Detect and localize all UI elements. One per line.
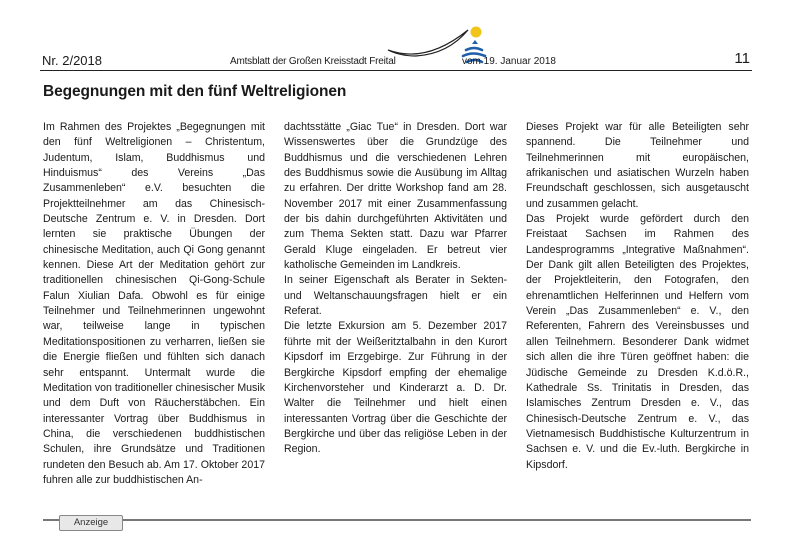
issue-date: vom 19. Januar 2018 [462, 56, 556, 67]
advertisement-label: Anzeige [59, 515, 123, 531]
article-title: Begegnungen mit den fünf Weltreligionen [43, 83, 347, 100]
column-1-paragraph: Im Rahmen des Projektes „Begegnungen mit den fünf Weltreligionen – Christentum, Judentum, Islam, Buddhismus und Hinduismus“ des Vereins „Das Zusammenleben“ e.V. besuchten die Projektteilnehmer am das Chinesisch-Deutsche Zentrum e. V. in Dresden. Dort lernten sie praktische Übungen der chinesische Meditation, auch Qi Gong genannt kennen. Diese Art der Meditation gehört zur traditionellen chinesischen Qi-Gong-Schule Falun Xiulian Dafa. Obwohl es für einige Teilnehmer und Teilnehmerinnen ungewohnt war, teilweise lange in typischen Meditationspositionen zu verharren, ließen sie die Energie fließen und fühlten sich danach sehr entspannt. Untermalt wurde die Meditation von traditioneller chinesischer Musik und dem Duft von Räucherstäbchen. Ein interessanter Vortrag über Buddhismus in China, die verschiedenen buddhistischen Schulen, ihre Grundsätze und Traditionen rundeten den Besuch ab. Am 17. Oktober 2017 fuhren alle zur buddhistischen An- [43, 121, 265, 486]
issue-number: Nr. 2/2018 [42, 53, 102, 68]
page-number: 11 [734, 50, 750, 67]
footer-rule [43, 519, 751, 521]
column-2-paragraph-1: dachtsstätte „Giac Tue“ in Dresden. Dort war Wissenswertes über die Grundzüge des Buddhismus und die verschiedenen Lehren des Buddhismus sowie die Ausübung im Alltag zu erfahren. Der dritte Workshop fand am 28. November 2017 mit einer Zusammenfassung der bis dahin durchgeführten Aktivitäten und zum Thema Sekten statt. Dazu war Pfarrer Gerald Kluge eingeladen. Er betreut vier katholische Gemeinden im Landkreis. [284, 121, 507, 272]
article-column-3 [526, 120, 749, 473]
publication-name: Amtsblatt der Großen Kreisstadt Freital [230, 56, 396, 67]
column-2-paragraph-3: Die letzte Exkursion am 5. Dezember 2017 führte mit der Weißeritztalbahn in den Kurort Kipsdorf im Erzgebirge. Zur Führung in der Bergkirche Kipsdorf empfing der ehemalige Kirchenvorsteher und Kinderarzt a. D. Dr. Walter die Teilnehmer und hielt einen interessanten Vortrag über die Geschichte der Bergkirche und über das religiöse Leben in der Region. [284, 320, 507, 456]
column-2-paragraph-2: In seiner Eigenschaft als Berater in Sekten- und Weltanschauungsfragen hielt er ein Referat. [284, 274, 507, 318]
header-rule [40, 70, 752, 71]
article-column-2 [284, 120, 507, 458]
column-3-paragraph-2: Das Projekt wurde gefördert durch den Freistaat Sachsen im Rahmen des Landesprogramms „Integrative Maßnahmen“. Der Dank gilt allen Beteiligten des Projektes, der Projektleiterin, den Fotografen, den ehrenamtlichen Helferinnen und Helfern vom Verein „Das Zusammenleben“ e. V., den Referenten, Fahrern des Vereinsbusses und allen Teilnehmern. Besonderer Dank widmet sich allen die ihre Türen geöffnet haben: die Jüdische Gemeinde zu Dresden K.d.ö.R., Kathedrale Ss. Trinitatis in Dresden, das Islamisches Zentrum Dresden e. V., das Chinesisch-Deutsche Zentrum e. V., das Vietnamesisch Buddhistische Kulturzentrum in Sachsen e. V. und die Ev.-luth. Bergkirche in Kipsdorf. [526, 213, 749, 471]
article-column-1 [43, 120, 265, 488]
column-3-paragraph-1: Dieses Projekt war für alle Beteiligten sehr spannend. Die Teilnehmer und Teilnehmerinnen mit europäischen, afrikanischen und asiatischen Wurzeln haben Freundschaft geschlossen, sich ausgetauscht und zusammen gelacht. [526, 121, 749, 210]
page-header [40, 0, 752, 72]
